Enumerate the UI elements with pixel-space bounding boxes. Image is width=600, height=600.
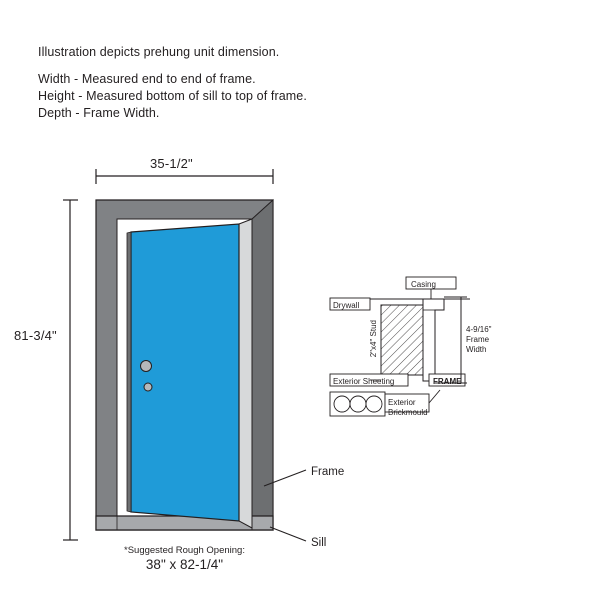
brickmould-label	[388, 398, 428, 418]
frame-detail-label: FRAME	[433, 377, 462, 386]
rough-opening-caption: *Suggested Rough Opening:	[124, 545, 245, 556]
exterior-sheeting-label: Exterior Sheeting	[333, 377, 395, 386]
frame-width-word-1: Frame	[466, 335, 490, 344]
height-dimension-label: 81-3/4"	[14, 328, 57, 343]
door-knob	[141, 361, 152, 372]
frame-profile	[423, 299, 444, 381]
stud-hatch	[381, 305, 423, 375]
sill-leader-line	[270, 527, 306, 541]
intro-line-3: Height - Measured bottom of sill to top of frame.	[38, 89, 307, 103]
frame-width-value: 4-9/16"	[466, 325, 492, 334]
width-dimension-label: 35-1/2"	[150, 156, 193, 171]
brickmould-label-line-2: Brickmould	[388, 408, 428, 417]
rough-opening-note	[92, 545, 277, 572]
stud-label: 2"x4" Stud	[369, 320, 378, 358]
frame-section-detail	[330, 277, 470, 416]
frame-callout-label: Frame	[311, 466, 345, 478]
sill-callout-label: Sill	[311, 537, 327, 549]
door-deadbolt	[144, 383, 152, 391]
width-dimension-line	[96, 169, 273, 184]
casing-label: Casing	[411, 280, 436, 289]
frame-width-word-2: Width	[466, 345, 487, 354]
door-slab	[127, 219, 252, 528]
intro-line-1: Illustration depicts prehung unit dimension.	[38, 45, 280, 59]
brickmould-label-line-1: Exterior	[388, 398, 416, 407]
drywall-label: Drywall	[333, 301, 360, 310]
height-dimension-line	[63, 200, 78, 540]
frame-width-label	[466, 325, 492, 355]
intro-line-2: Width - Measured end to end of frame.	[38, 72, 256, 86]
intro-line-4: Depth - Frame Width.	[38, 106, 160, 120]
rough-opening-value: 38" x 82-1/4"	[145, 557, 224, 572]
